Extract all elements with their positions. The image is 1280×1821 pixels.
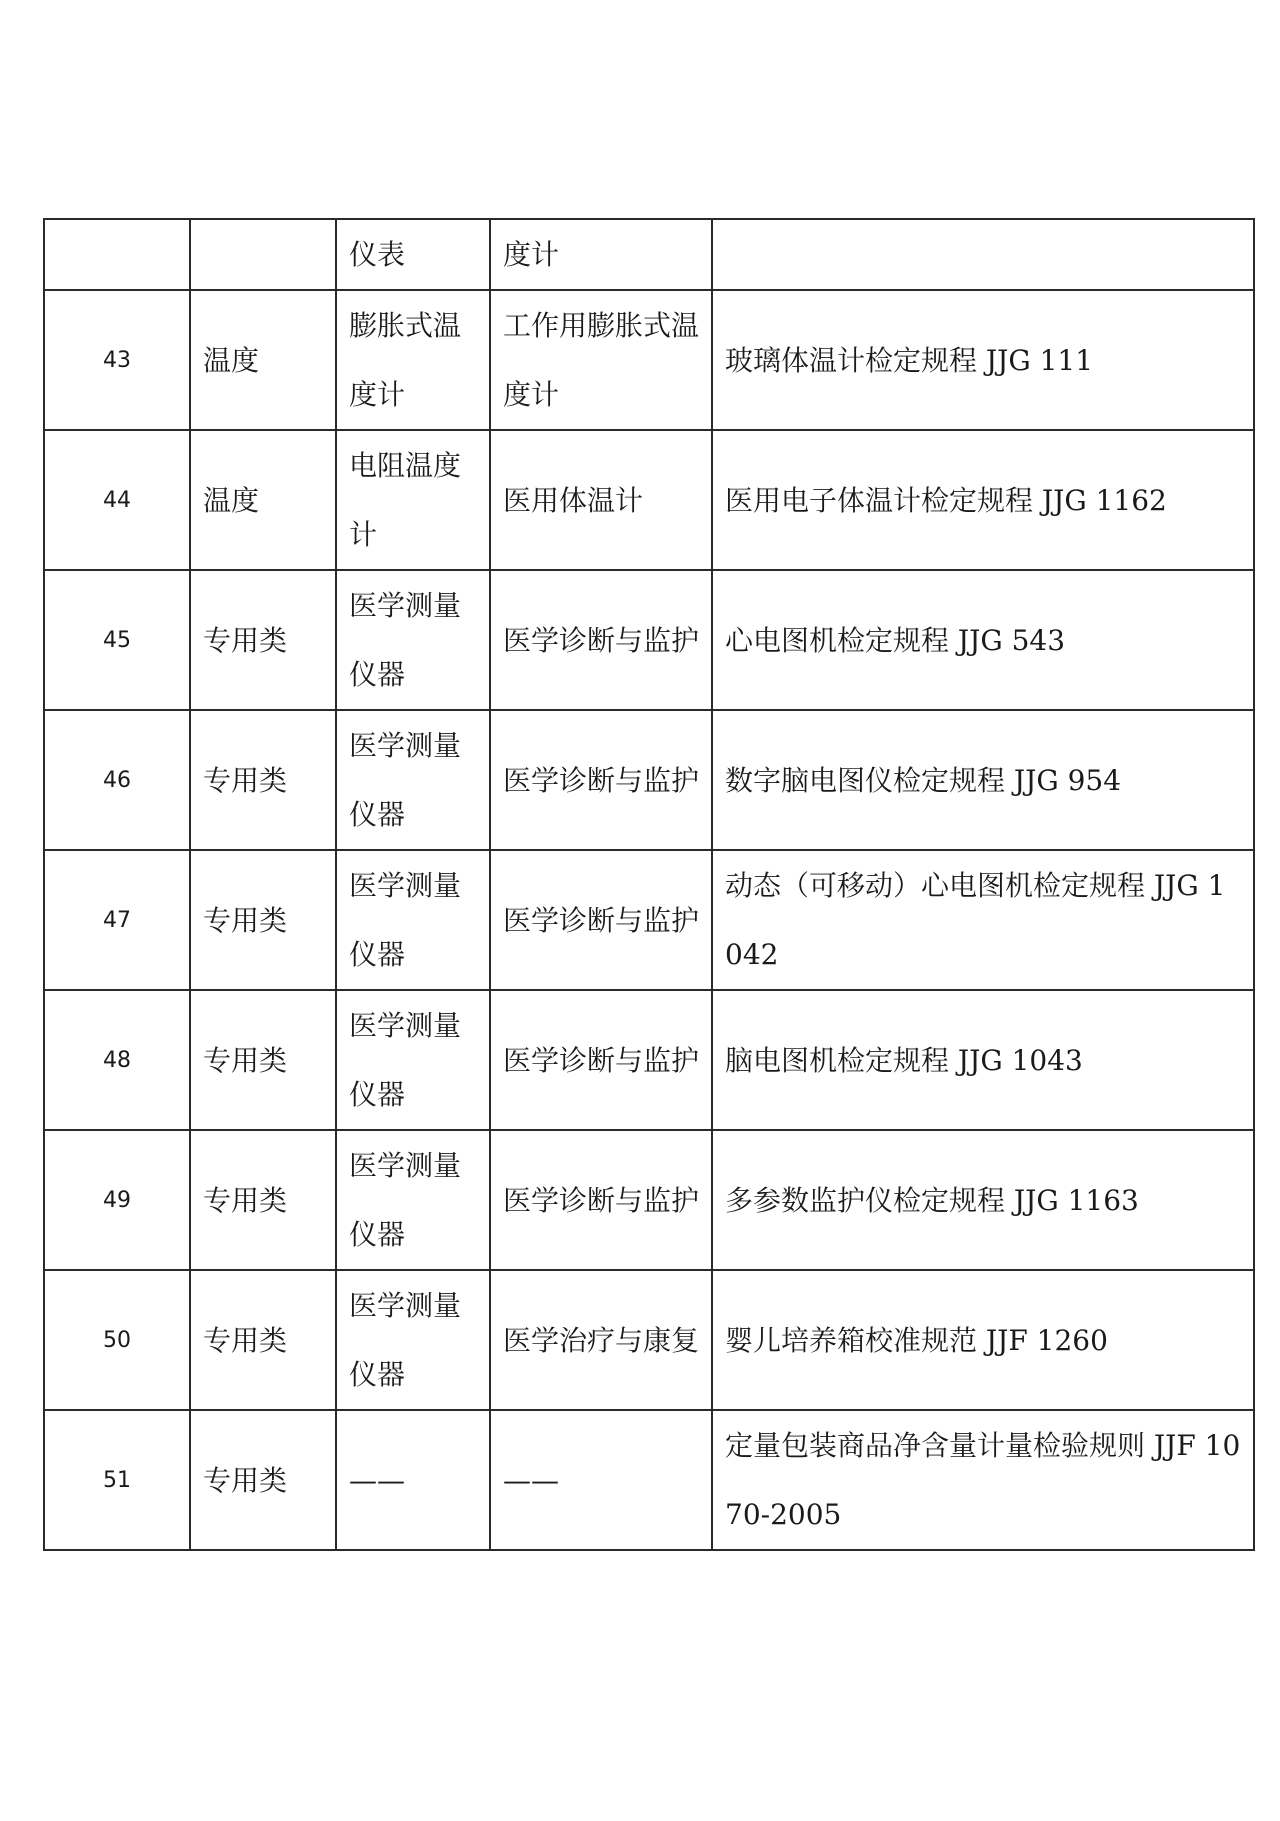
cell-subcategory: 医学诊断与监护 — [490, 990, 712, 1130]
cell-category: 温度 — [190, 290, 336, 430]
cell-number: 49 — [44, 1130, 190, 1270]
cell-category: 专用类 — [190, 570, 336, 710]
cell-subcategory: 工作用膨胀式温度计 — [490, 290, 712, 430]
table-row — [44, 570, 1254, 710]
cell-subcategory: 医学治疗与康复 — [490, 1270, 712, 1410]
cell-instrument: 医学测量仪器 — [336, 1130, 490, 1270]
regulation-table — [43, 218, 1255, 1551]
cell-regulation: 定量包装商品净含量计量检验规则 JJF 1070-2005 — [712, 1410, 1254, 1550]
cell-category: 专用类 — [190, 1270, 336, 1410]
cell-number: 47 — [44, 850, 190, 990]
cell-subcategory: —— — [490, 1410, 712, 1550]
cell-number: 51 — [44, 1410, 190, 1550]
cell-subcategory: 医学诊断与监护 — [490, 1130, 712, 1270]
table-continuation-row — [44, 219, 1254, 290]
cell-category — [190, 219, 336, 290]
table-row — [44, 850, 1254, 990]
cell-category: 专用类 — [190, 1130, 336, 1270]
table-row — [44, 990, 1254, 1130]
cell-number: 48 — [44, 990, 190, 1130]
cell-number: 44 — [44, 430, 190, 570]
cell-instrument: —— — [336, 1410, 490, 1550]
cell-instrument: 医学测量仪器 — [336, 990, 490, 1130]
cell-category: 专用类 — [190, 710, 336, 850]
cell-regulation: 医用电子体温计检定规程 JJG 1162 — [712, 430, 1254, 570]
table-row — [44, 1270, 1254, 1410]
cell-number — [44, 219, 190, 290]
cell-subcategory: 医学诊断与监护 — [490, 710, 712, 850]
cell-instrument: 膨胀式温度计 — [336, 290, 490, 430]
table-row — [44, 1130, 1254, 1270]
cell-instrument: 医学测量仪器 — [336, 710, 490, 850]
cell-regulation: 玻璃体温计检定规程 JJG 111 — [712, 290, 1254, 430]
cell-number: 50 — [44, 1270, 190, 1410]
cell-instrument: 医学测量仪器 — [336, 570, 490, 710]
cell-category: 专用类 — [190, 990, 336, 1130]
cell-category: 专用类 — [190, 850, 336, 990]
cell-number: 45 — [44, 570, 190, 710]
cell-regulation: 脑电图机检定规程 JJG 1043 — [712, 990, 1254, 1130]
table-row — [44, 710, 1254, 850]
cell-subcategory: 度计 — [490, 219, 712, 290]
cell-regulation — [712, 219, 1254, 290]
cell-instrument: 医学测量仪器 — [336, 1270, 490, 1410]
cell-subcategory: 医用体温计 — [490, 430, 712, 570]
cell-number: 43 — [44, 290, 190, 430]
table-row — [44, 430, 1254, 570]
cell-number: 46 — [44, 710, 190, 850]
cell-regulation: 多参数监护仪检定规程 JJG 1163 — [712, 1130, 1254, 1270]
cell-regulation: 婴儿培养箱校准规范 JJF 1260 — [712, 1270, 1254, 1410]
table-row — [44, 1410, 1254, 1550]
cell-regulation: 数字脑电图仪检定规程 JJG 954 — [712, 710, 1254, 850]
cell-instrument: 仪表 — [336, 219, 490, 290]
cell-category: 温度 — [190, 430, 336, 570]
cell-instrument: 医学测量仪器 — [336, 850, 490, 990]
table-row — [44, 290, 1254, 430]
cell-subcategory: 医学诊断与监护 — [490, 570, 712, 710]
cell-regulation: 心电图机检定规程 JJG 543 — [712, 570, 1254, 710]
cell-subcategory: 医学诊断与监护 — [490, 850, 712, 990]
cell-regulation: 动态（可移动）心电图机检定规程 JJG 1042 — [712, 850, 1254, 990]
cell-instrument: 电阻温度计 — [336, 430, 490, 570]
cell-category: 专用类 — [190, 1410, 336, 1550]
